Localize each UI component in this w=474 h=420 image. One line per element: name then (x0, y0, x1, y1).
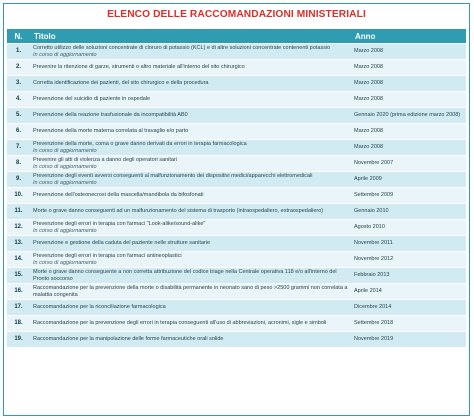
table-row (7, 204, 466, 219)
table-row (7, 140, 466, 155)
row-title: Prevenire la ritenzione di garze, strumenti o altro materiale all'interno del sito chirurgico (33, 64, 245, 71)
row-title: Raccomandazione per la prevenzione degli errori in terapia conseguenti all'uso di abbreviazioni, acronimi, sigle e simboli (33, 320, 327, 327)
row-year: Febbraio 2013 (351, 268, 466, 283)
row-title-cell (30, 220, 351, 235)
table-row (7, 76, 466, 91)
row-title: Prevenzione della morte materna correlata al travaglio e/o parto (33, 128, 189, 135)
row-number: 16. (7, 284, 30, 299)
table-row (7, 252, 466, 267)
row-number: 7. (7, 140, 30, 155)
row-year: Marzo 2008 (351, 76, 466, 91)
row-title-cell (30, 140, 351, 155)
table-row (7, 268, 466, 283)
row-number: 2. (7, 60, 30, 75)
row-title-cell (30, 156, 351, 171)
row-status-note: In corso di aggiornamento (33, 179, 97, 186)
row-status-note: In corso di aggiornamento (33, 147, 97, 154)
row-title: Prevenire gli atti di violenza a danno degli operatori sanitari (33, 157, 178, 164)
row-number: 6. (7, 124, 30, 139)
row-year: Settembre 2009 (351, 188, 466, 203)
row-title-cell (30, 92, 351, 107)
row-title: Prevenzione degli errori in terapia con farmaci antineoplastici (33, 253, 182, 260)
table-row (7, 188, 466, 203)
table-header-row (7, 29, 466, 43)
row-number: 13. (7, 236, 30, 251)
row-title-cell (30, 252, 351, 267)
row-title: Prevenzione degli eventi avversi conseguenti al malfunzionamento dei dispositivi medici/apparecchi elettromedicali (33, 173, 313, 180)
row-title: Corretta identificazione dei pazienti, del sito chirurgico e della procedura (33, 80, 209, 87)
row-number: 8. (7, 156, 30, 171)
row-year: Marzo 2008 (351, 60, 466, 75)
row-year: Novembre 2011 (351, 236, 466, 251)
row-number: 3. (7, 76, 30, 91)
row-title-cell (30, 108, 351, 123)
row-number: 12. (7, 220, 30, 235)
row-status-note: In corso di aggiornamento (33, 227, 97, 234)
recommendations-table (7, 28, 466, 348)
row-title: Raccomandazione per la manipolazione delle forme farmaceutiche orali solide (33, 336, 224, 343)
row-title-cell (30, 124, 351, 139)
row-number: 18. (7, 316, 30, 331)
row-year: Novembre 2012 (351, 252, 466, 267)
table-row (7, 300, 466, 315)
row-title: Morte o grave danno conseguente a non corretta attribuzione del codice triage nella Centrale operativa 118 e/o all'interno del Pronto soccorso (33, 269, 337, 282)
row-number: 15. (7, 268, 30, 283)
recommendations-panel (3, 3, 470, 416)
row-title-cell (30, 284, 351, 299)
row-title: Raccomandazione per la prevenzione della morte o disabilità permanente in neonato sano di peso >2500 grammi non correlata a malattia congenita (33, 285, 348, 298)
row-year: Novembre 2019 (351, 332, 466, 347)
row-year: Dicembre 2014 (351, 300, 466, 315)
row-number: 14. (7, 252, 30, 267)
column-header-year: Anno (351, 29, 466, 43)
row-title-cell (30, 76, 351, 91)
row-title: Prevenzione dell'osteonecrosi della mascella/mandibola da bifosfonati (33, 192, 204, 199)
column-header-title: Titolo (30, 29, 351, 43)
row-title: Prevenzione della reazione trasfusionale da incompatibilità AB0 (33, 112, 188, 119)
table-row (7, 44, 466, 59)
row-year: Marzo 2008 (351, 44, 466, 59)
row-title: Prevenzione e gestione della caduta del paziente nelle strutture sanitarie (33, 240, 211, 247)
row-title: Raccomandazione per la riconciliazione farmacologica (33, 304, 166, 311)
page-title: ELENCO DELLE RACCOMANDAZIONI MINISTERIALI (107, 9, 366, 20)
row-year: Novembre 2007 (351, 156, 466, 171)
row-title-cell (30, 188, 351, 203)
row-title: Prevenzione degli errori in terapia con farmaci "Look-alike/sound-alike" (33, 221, 206, 228)
row-title-cell (30, 332, 351, 347)
row-number: 11. (7, 204, 30, 219)
row-title-cell (30, 172, 351, 187)
row-year: Settembre 2018 (351, 316, 466, 331)
row-title-cell (30, 204, 351, 219)
row-title-cell (30, 44, 351, 59)
row-year: Aprile 2009 (351, 172, 466, 187)
row-number: 9. (7, 172, 30, 187)
row-title: Morte o grave danno conseguenti ad un malfunzionamento del sistema di trasporto (intraospedaliero, extraospedaliero) (33, 208, 324, 215)
row-status-note: In corso di aggiornamento (33, 163, 97, 170)
table-row (7, 92, 466, 107)
row-title: Corretto utilizzo delle soluzioni concentrate di cloruro di potassio (KCL) e di altre soluzioni concentrate contenenti potassio (33, 45, 331, 52)
row-year: Marzo 2008 (351, 140, 466, 155)
row-title: Prevenzione del suicidio di paziente in ospedale (33, 96, 151, 103)
table-row (7, 284, 466, 299)
table-row (7, 220, 466, 235)
table-row (7, 60, 466, 75)
row-number: 10. (7, 188, 30, 203)
row-year: Gennaio 2010 (351, 204, 466, 219)
row-title-cell (30, 316, 351, 331)
table-row (7, 236, 466, 251)
row-year: Agosto 2010 (351, 220, 466, 235)
column-header-number: N. (7, 29, 30, 43)
row-year: Marzo 2008 (351, 92, 466, 107)
row-number: 17. (7, 300, 30, 315)
row-number: 5. (7, 108, 30, 123)
row-status-note: In corso di aggiornamento (33, 51, 97, 58)
row-year: Aprile 2014 (351, 284, 466, 299)
row-year: Marzo 2008 (351, 124, 466, 139)
row-title-cell (30, 236, 351, 251)
row-title: Prevenzione della morte, coma o grave danno derivati da errori in terapia farmacologica (33, 141, 247, 148)
row-number: 1. (7, 44, 30, 59)
table-row (7, 332, 466, 347)
row-title-cell (30, 300, 351, 315)
row-status-note: In corso di aggiornamento (33, 259, 97, 266)
row-number: 19. (7, 332, 30, 347)
table-row (7, 172, 466, 187)
table-row (7, 316, 466, 331)
table-row (7, 156, 466, 171)
row-title-cell (30, 60, 351, 75)
row-title-cell (30, 268, 351, 283)
row-number: 4. (7, 92, 30, 107)
table-row (7, 108, 466, 123)
row-year: Gennaio 2020 (prima edizione marzo 2008) (351, 108, 466, 123)
table-row (7, 124, 466, 139)
